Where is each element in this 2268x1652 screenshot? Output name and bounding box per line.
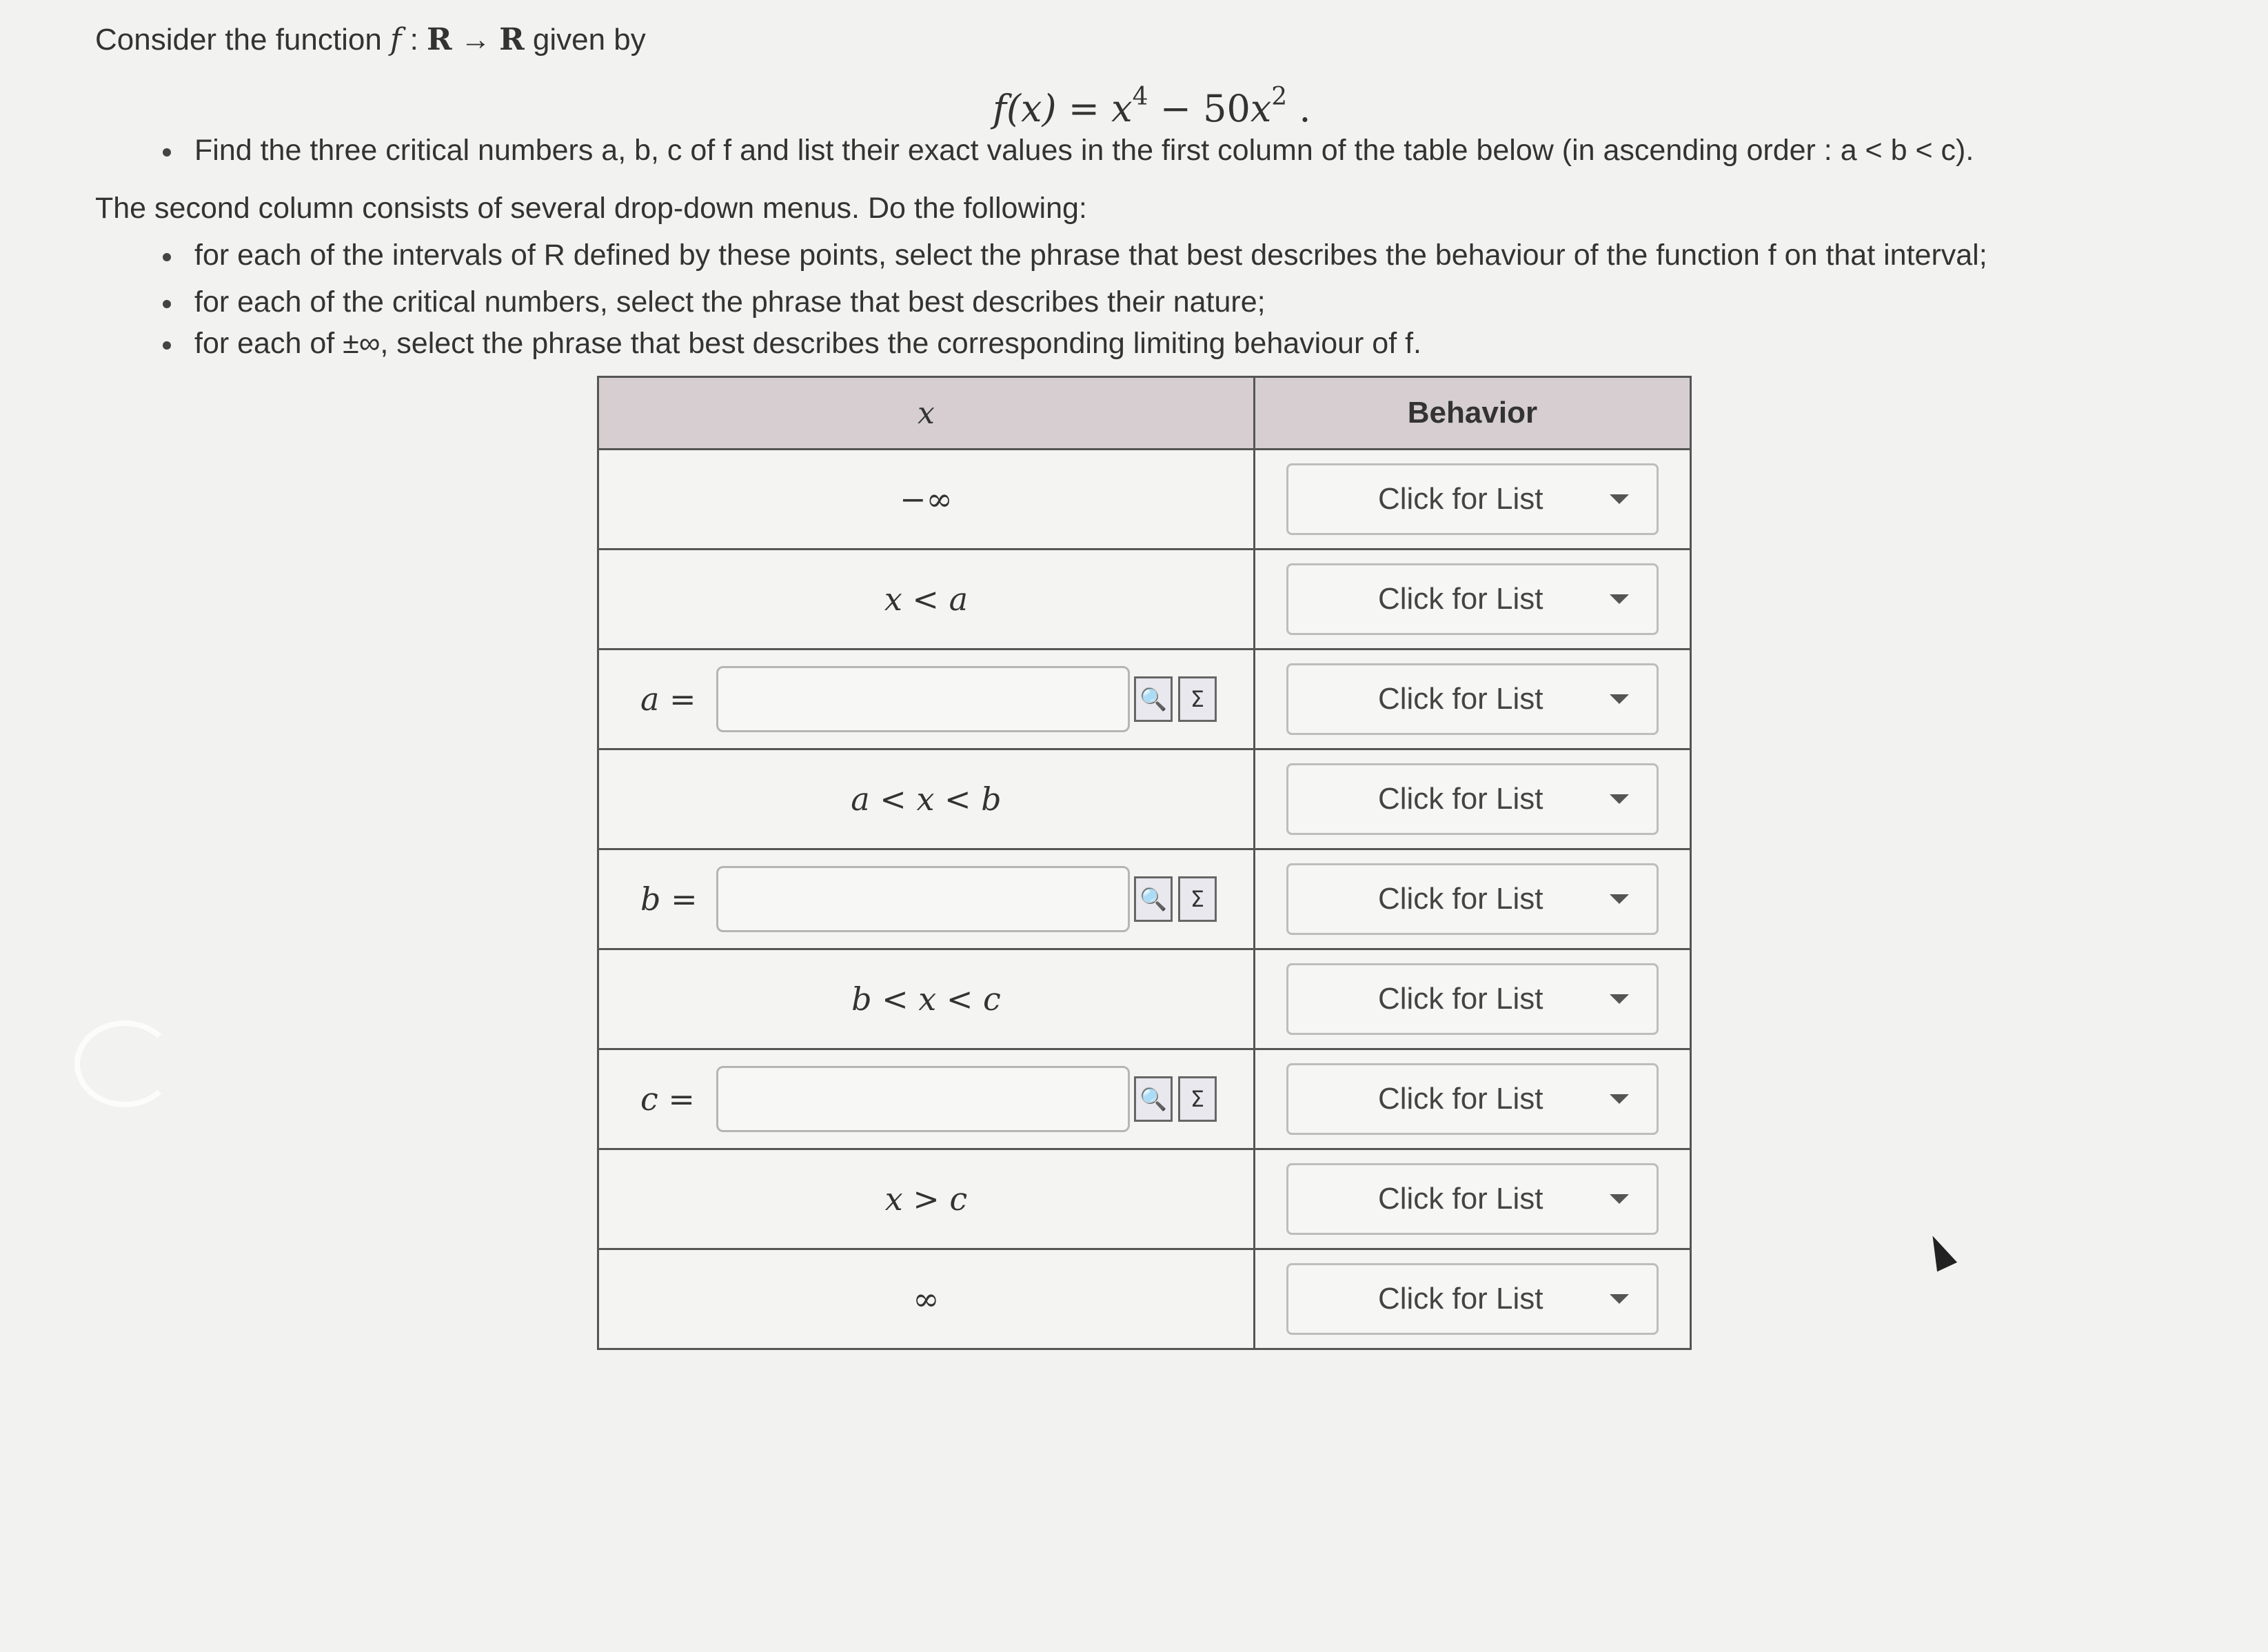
table-row <box>598 450 1691 550</box>
behavior-dropdown-c[interactable] <box>1286 1063 1659 1135</box>
intro-text <box>95 22 646 57</box>
behavior-cell <box>1254 749 1690 849</box>
preview-icon[interactable]: 🔍 <box>1134 676 1173 722</box>
table-row <box>598 849 1691 949</box>
behavior-cell <box>1254 550 1690 649</box>
preview-icon[interactable]: 🔍 <box>1134 1076 1173 1122</box>
chevron-down-icon <box>1610 1094 1629 1104</box>
bullet-dot <box>163 341 171 350</box>
dropdown-label: Click for List <box>1377 782 1543 816</box>
input-tools <box>1134 676 1217 722</box>
loading-spinner-icon <box>74 1020 175 1107</box>
bullet-nature <box>163 285 1266 319</box>
chevron-down-icon <box>1610 894 1629 904</box>
chevron-down-icon <box>1610 1194 1629 1204</box>
behavior-dropdown-x-lt-a[interactable] <box>1286 563 1659 635</box>
critical-input-a[interactable] <box>716 666 1130 732</box>
critical-label-b: b = <box>640 880 698 918</box>
intro-given: given by <box>524 23 646 57</box>
dropdown-label: Click for List <box>1377 1082 1543 1116</box>
behavior-dropdown-a[interactable] <box>1286 663 1659 735</box>
dropdown-label: Click for List <box>1377 482 1543 516</box>
dropdown-label: Click for List <box>1377 1282 1543 1316</box>
critical-entry-a <box>599 666 1253 732</box>
chevron-down-icon <box>1610 694 1629 704</box>
x-cell-pos-infinity: ∞ <box>598 1249 1255 1349</box>
chevron-down-icon <box>1610 594 1629 604</box>
intro-colon: : <box>401 23 427 57</box>
dropdown-label: Click for List <box>1377 982 1543 1016</box>
interval-text: x < a <box>884 581 969 618</box>
x-cell-x-gt-c <box>598 1149 1255 1249</box>
mouse-cursor-icon <box>1923 1231 1957 1272</box>
formula-x2: x <box>1250 87 1272 130</box>
behavior-cell <box>1254 849 1690 949</box>
bullet-dot <box>163 253 171 261</box>
dropdown-label: Click for List <box>1377 582 1543 616</box>
table-header-row <box>598 377 1691 450</box>
behavior-cell <box>1254 450 1690 550</box>
bullet-text: for each of the critical numbers, select the phrase that best describes their nature; <box>194 285 1266 319</box>
dropdown-label: Click for List <box>1377 882 1543 916</box>
chevron-down-icon <box>1610 994 1629 1004</box>
dropdown-label: Click for List <box>1377 1182 1543 1216</box>
sigma-icon[interactable]: Σ <box>1178 676 1217 722</box>
behavior-cell <box>1254 949 1690 1049</box>
bullet-text: for each of ±∞, select the phrase that best describes the corresponding limiting behaviour of f. <box>194 327 1422 360</box>
bullet-text: Find the three critical numbers a, b, c of f and list their exact values in the first column of the table below (in ascending order : a < b < c). <box>194 134 1974 167</box>
x-cell-a-lt-x-lt-b <box>598 749 1255 849</box>
x-cell-b-lt-x-lt-c <box>598 949 1255 1049</box>
x-cell-x-lt-a <box>598 550 1255 649</box>
behavior-table <box>597 376 1692 1350</box>
critical-input-b[interactable] <box>716 866 1130 932</box>
bullet-find-critical <box>163 134 1974 168</box>
intro-r2: R <box>499 22 525 57</box>
input-tools <box>1134 1076 1217 1122</box>
formula-minus: − 50 <box>1148 87 1251 130</box>
column-header-x: x <box>598 377 1255 450</box>
behavior-dropdown-a-b[interactable] <box>1286 763 1659 835</box>
table-row <box>598 1049 1691 1149</box>
intro-r1: R <box>427 22 452 57</box>
formula-x1: x <box>1111 87 1133 130</box>
behavior-cell <box>1254 649 1690 749</box>
interval-text: a < x < b <box>851 780 1002 818</box>
sigma-icon[interactable]: Σ <box>1178 876 1217 922</box>
behavior-dropdown-b[interactable] <box>1286 863 1659 935</box>
interval-text: x > c <box>884 1180 968 1218</box>
intro-f: f <box>390 22 402 57</box>
critical-cell-c <box>598 1049 1255 1149</box>
critical-cell-a <box>598 649 1255 749</box>
behavior-cell <box>1254 1149 1690 1249</box>
input-tools <box>1134 876 1217 922</box>
formula-lhs: f(x) <box>993 87 1057 130</box>
chevron-down-icon <box>1610 794 1629 804</box>
critical-label-c: c = <box>640 1080 695 1118</box>
bullet-dot <box>163 148 171 157</box>
bullet-text: for each of the intervals of R defined by these points, select the phrase that best describes the behaviour of the function f on that interval; <box>194 239 1987 272</box>
behavior-cell <box>1254 1049 1690 1149</box>
chevron-down-icon <box>1610 494 1629 504</box>
formula-p1: 4 <box>1132 83 1148 111</box>
critical-entry-b <box>599 866 1253 932</box>
behavior-dropdown-pos-infinity[interactable] <box>1286 1263 1659 1335</box>
behavior-cell <box>1254 1249 1690 1349</box>
bullet-dot <box>163 300 171 308</box>
table-row <box>598 550 1691 649</box>
interval-text: b < x < c <box>851 980 1001 1018</box>
function-formula <box>993 83 1311 130</box>
table-row <box>598 1249 1691 1349</box>
behavior-dropdown-x-gt-c[interactable] <box>1286 1163 1659 1235</box>
formula-p2: 2 <box>1271 83 1288 111</box>
intro-arrow: → <box>452 23 500 57</box>
critical-entry-c <box>599 1066 1253 1132</box>
intro-label: Consider the function <box>95 23 382 57</box>
bullet-limits <box>163 327 1421 361</box>
x-cell-neg-infinity: −∞ <box>598 450 1255 550</box>
table-row <box>598 649 1691 749</box>
instructions-paragraph: The second column consists of several drop-down menus. Do the following: <box>95 192 1087 225</box>
formula-end: . <box>1287 87 1311 130</box>
preview-icon[interactable]: 🔍 <box>1134 876 1173 922</box>
table-row <box>598 1149 1691 1249</box>
dropdown-label: Click for List <box>1377 682 1543 716</box>
behavior-dropdown-b-c[interactable] <box>1286 963 1659 1035</box>
table-row <box>598 749 1691 849</box>
formula-eq: = <box>1056 87 1112 130</box>
chevron-down-icon <box>1610 1294 1629 1304</box>
table-row <box>598 949 1691 1049</box>
behavior-dropdown-neg-infinity[interactable] <box>1286 463 1659 535</box>
critical-input-c[interactable] <box>716 1066 1130 1132</box>
sigma-icon[interactable]: Σ <box>1178 1076 1217 1122</box>
column-header-behavior: Behavior <box>1254 377 1690 450</box>
bullet-intervals <box>163 239 1987 272</box>
critical-label-a: a = <box>640 681 696 718</box>
critical-cell-b <box>598 849 1255 949</box>
